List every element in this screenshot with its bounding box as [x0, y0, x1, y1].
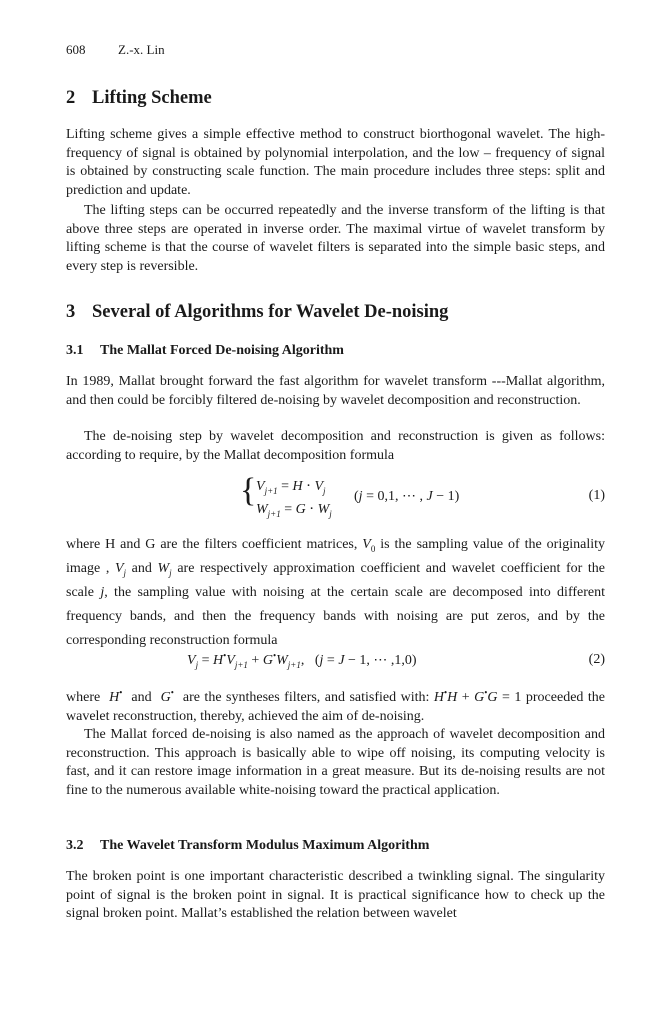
page-number: 608 [66, 42, 86, 57]
equation-2 [66, 652, 605, 674]
subsection-3-1-paragraph-1: In 1989, Mallat brought forward the fast algorithm for wavelet transform ---Mallat algorithm, and then could be forcibly filtered de-noising by wavelet decomposition and reconstruction. [66, 374, 605, 408]
section-2-heading [66, 88, 212, 109]
author: Z.-x. Lin [118, 42, 165, 57]
equation-1-line-1: $V_{j+1} = H \cdot V_j$ [256, 479, 326, 496]
section-2-paragraph-2: The lifting steps can be occurred repeatedly and the inverse transform of the lifting is that above three steps are operated in inverse order. The maximal virtue of wavelet transform by lifting scheme is that the course of wavelet filters is separated into the simple basic steps, and every step is reversible. [66, 203, 605, 274]
subsection-3-1-heading [66, 343, 344, 359]
section-title: Lifting Scheme [92, 88, 212, 108]
section-number: 3 [66, 302, 76, 322]
subsection-3-2-heading [66, 838, 429, 854]
subsection-3-1-paragraph-4: where H• and G• are the syntheses filters, and satisfied with: H•H + G•G = 1 proceeded the wavelet reconstruction, thereby, achieved the aim of de-noising. [66, 687, 605, 724]
equation-2-body: $V_j = H^•V_{j+1} + G^•W_{j+1}$, (j = J − 1, ⋯ ,1,0) [187, 650, 417, 670]
equation-number: (1) [588, 488, 605, 503]
subsection-3-1-paragraph-3: where H and G are the filters coefficient matrices, $V_0$ is the sampling value of the originality image , $V_j$ and $W_j$ are respectively approximation coefficient and wavelet coefficient for the scale j, the sampling value with noising at the certain scale are decomposed into different frequency bands, and then the frequency bands with noising are put zeros, and by the corresponding reconstruction formula [66, 537, 606, 648]
section-number: 2 [66, 88, 76, 108]
subsection-3-2-paragraph-1: The broken point is one important characteristic described a twinkling signal. The singularity point of signal is the broken point in signal. It is practical significance how to check up the signal broken point. Mallat’s established the relation between wavelet [66, 869, 605, 921]
section-title: Several of Algorithms for Wavelet De-noising [92, 302, 449, 322]
equation-1 [66, 474, 605, 526]
left-brace: { [240, 472, 257, 509]
subsection-title: The Mallat Forced De-noising Algorithm [100, 343, 344, 358]
subsection-3-1-paragraph-5: The Mallat forced de-noising is also named as the approach of wavelet decomposition and reconstruction. This approach is basically able to wipe off noising, its computing velocity is fast, and it can restore image information in a great measure. But its de-noising results are not fine to the numerous available white-noising toward the practical application. [66, 727, 605, 798]
subsection-title: The Wavelet Transform Modulus Maximum Algorithm [100, 838, 430, 853]
running-head [66, 42, 165, 58]
equation-number: (2) [588, 652, 605, 667]
equation-1-condition: (j = 0,1, ⋯ , J − 1) [354, 489, 460, 504]
subsection-number: 3.1 [66, 343, 84, 358]
subsection-number: 3.2 [66, 838, 84, 853]
section-2-paragraph-1: Lifting scheme gives a simple effective method to construct biorthogonal wavelet. The high-frequency of signal is obtained by polynomial interpolation, and the low – frequency of signal is obtained by constructing scale function. The main procedure includes three steps: split and prediction and update. [66, 127, 605, 198]
section-3-heading [66, 302, 448, 323]
subsection-3-1-paragraph-2: The de-noising step by wavelet decomposition and reconstruction is given as follows: according to require, by the Mallat decomposition formula [66, 429, 605, 463]
equation-1-line-2: $W_{j+1} = G \cdot W_j$ [256, 502, 332, 519]
